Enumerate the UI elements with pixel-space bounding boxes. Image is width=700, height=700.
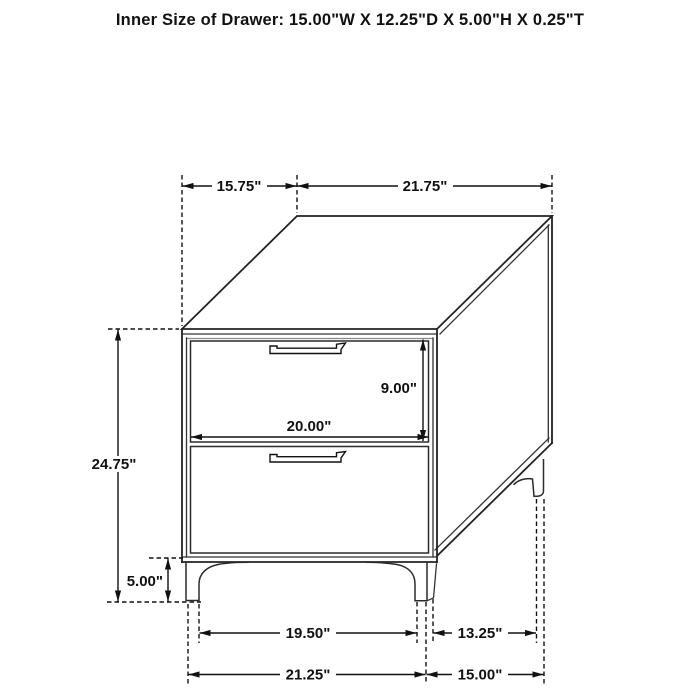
- dim-label-base-depth: 15.00": [457, 666, 503, 684]
- dimension-lines: [118, 186, 552, 675]
- dim-label-front-legs-outer: 21.25": [285, 666, 331, 684]
- top-surface: [182, 216, 552, 329]
- side-panel-bottom-edge: [437, 443, 552, 556]
- dim-label-top-width: 21.75": [402, 178, 448, 195]
- top-side-edge: [440, 225, 549, 334]
- front-right-leg: [366, 562, 427, 601]
- dim-label-side-legs: 13.25": [457, 625, 503, 642]
- front-left-leg: [186, 562, 249, 601]
- front-right-leg-side-facet: [427, 564, 437, 601]
- dim-label-drawer-height: 9.00": [380, 380, 417, 397]
- dim-label-top-depth: 15.75": [216, 178, 262, 195]
- drawing-title: Inner Size of Drawer: 15.00"W X 12.25"D X 5.00"H X 0.25"T: [115, 11, 585, 29]
- dim-label-overall-height: 24.75": [91, 456, 137, 473]
- dim-label-drawer-width: 20.00": [286, 418, 332, 435]
- nightstand-outline: [182, 216, 552, 601]
- dim-label-leg-height: 5.00": [126, 573, 163, 590]
- dimension-labels: [86, 178, 508, 684]
- side-panel-bottom-inner-edge: [435, 438, 549, 550]
- dim-label-front-legs-inner: 19.50": [285, 625, 331, 642]
- drawer-1-handle: [270, 343, 346, 354]
- drawer-2-handle: [270, 452, 346, 463]
